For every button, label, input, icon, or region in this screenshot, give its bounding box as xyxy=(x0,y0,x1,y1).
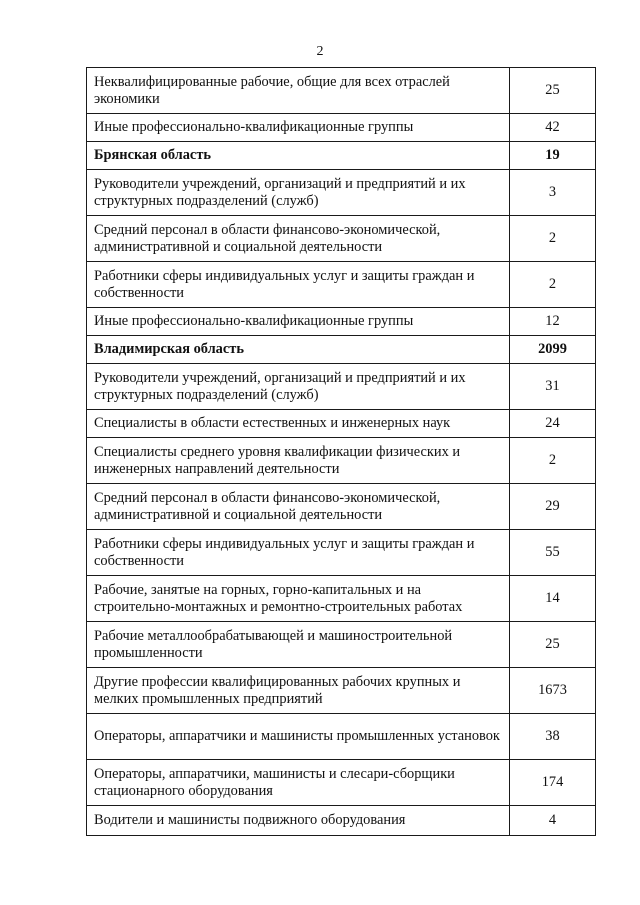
employment-table xyxy=(86,67,596,836)
row-value: 24 xyxy=(510,410,596,438)
row-label: Руководители учреждений, организаций и предприятий и их структурных подразделений (служб) xyxy=(87,170,510,216)
table-row xyxy=(87,438,596,484)
row-label: Операторы, аппаратчики и машинисты промышленных установок xyxy=(87,714,510,760)
row-value: 12 xyxy=(510,308,596,336)
region-total: 19 xyxy=(510,142,596,170)
row-value: 2 xyxy=(510,216,596,262)
row-value: 14 xyxy=(510,576,596,622)
table-row xyxy=(87,216,596,262)
table-row xyxy=(87,806,596,836)
row-label: Иные профессионально-квалификационные группы xyxy=(87,114,510,142)
table-row xyxy=(87,262,596,308)
row-value: 42 xyxy=(510,114,596,142)
row-label: Специалисты в области естественных и инженерных наук xyxy=(87,410,510,438)
table-row xyxy=(87,170,596,216)
row-value: 25 xyxy=(510,622,596,668)
row-label: Иные профессионально-квалификационные группы xyxy=(87,308,510,336)
row-value: 2 xyxy=(510,262,596,308)
page-number: 2 xyxy=(316,44,324,59)
row-label: Руководители учреждений, организаций и предприятий и их структурных подразделений (служб) xyxy=(87,364,510,410)
table-row xyxy=(87,668,596,714)
table-row xyxy=(87,364,596,410)
row-label: Операторы, аппаратчики, машинисты и слесари-сборщики стационарного оборудования xyxy=(87,760,510,806)
row-label: Водители и машинисты подвижного оборудования xyxy=(87,806,510,836)
row-label: Работники сферы индивидуальных услуг и защиты граждан и собственности xyxy=(87,262,510,308)
row-value: 31 xyxy=(510,364,596,410)
table-row xyxy=(87,622,596,668)
row-label: Рабочие металлообрабатывающей и машиностроительной промышленности xyxy=(87,622,510,668)
row-label: Средний персонал в области финансово-экономической, административной и социальной деятельности xyxy=(87,484,510,530)
region-label: Владимирская область xyxy=(87,336,510,364)
table-row xyxy=(87,68,596,114)
row-label: Специалисты среднего уровня квалификации физических и инженерных направлений деятельности xyxy=(87,438,510,484)
row-value: 38 xyxy=(510,714,596,760)
region-row-vladimir xyxy=(87,336,596,364)
row-value: 4 xyxy=(510,806,596,836)
table-row xyxy=(87,410,596,438)
region-label: Брянская область xyxy=(87,142,510,170)
row-label: Рабочие, занятые на горных, горно-капитальных и на строительно-монтажных и ремонтно-строительных работах xyxy=(87,576,510,622)
row-label: Работники сферы индивидуальных услуг и защиты граждан и собственности xyxy=(87,530,510,576)
row-label: Другие профессии квалифицированных рабочих крупных и мелких промышленных предприятий xyxy=(87,668,510,714)
table-row xyxy=(87,760,596,806)
table-row xyxy=(87,308,596,336)
table-row xyxy=(87,530,596,576)
table-row xyxy=(87,484,596,530)
row-value: 2 xyxy=(510,438,596,484)
row-label: Неквалифицированные рабочие, общие для всех отраслей экономики xyxy=(87,68,510,114)
table-row xyxy=(87,714,596,760)
row-value: 25 xyxy=(510,68,596,114)
row-label: Средний персонал в области финансово-экономической, административной и социальной деятельности xyxy=(87,216,510,262)
row-value: 1673 xyxy=(510,668,596,714)
table-row xyxy=(87,576,596,622)
region-row-bryansk xyxy=(87,142,596,170)
table-row xyxy=(87,114,596,142)
region-total: 2099 xyxy=(510,336,596,364)
row-value: 3 xyxy=(510,170,596,216)
row-value: 174 xyxy=(510,760,596,806)
row-value: 55 xyxy=(510,530,596,576)
row-value: 29 xyxy=(510,484,596,530)
